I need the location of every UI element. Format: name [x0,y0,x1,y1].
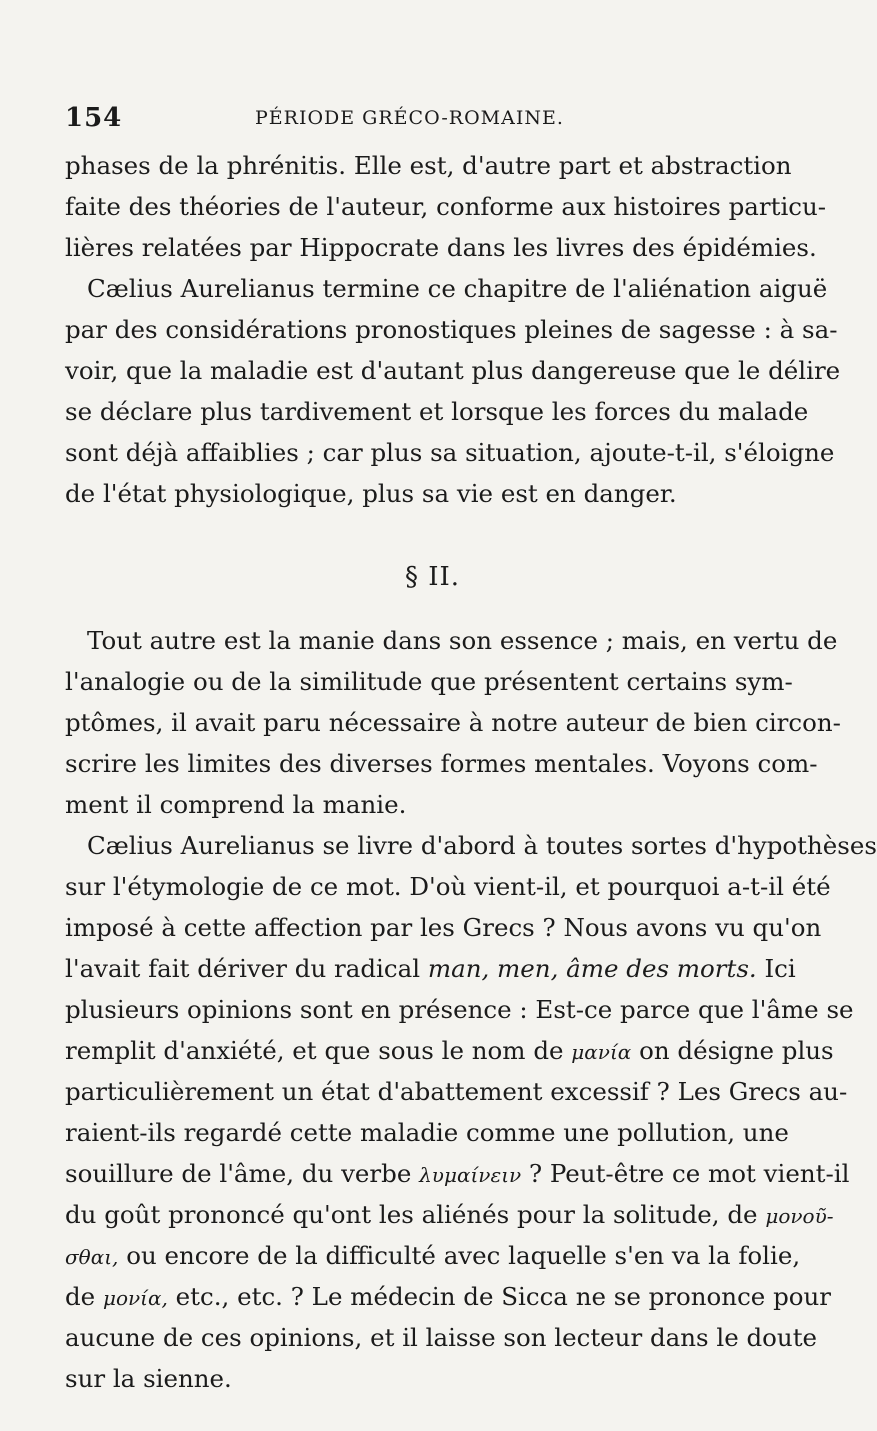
text-line: faite des théories de l'auteur, conforme aux histoires particu- [65,192,827,221]
text-line: sont déjà affaiblies ; car plus sa situation, ajoute-t-il, s'éloigne [65,438,835,467]
text-fragment: souillure de l'âme, du verbe [65,1159,420,1188]
text-line [65,1276,832,1317]
text-fragment: ? Peut-être ce mot vient-il [521,1159,850,1188]
text-fragment: etc., etc. ? Le médecin de Sicca ne se prononce pour [167,1282,832,1311]
greek-word: μανία [571,1040,632,1064]
text-fragment: du goût prononcé qu'ont les aliénés pour la solitude, de [65,1200,766,1229]
running-head: PÉRIODE GRÉCO-ROMAINE. [255,107,564,129]
text-line: particulièrement un état d'abattement excessif ? Les Grecs au- [65,1077,848,1106]
text-line: lières relatées par Hippocrate dans les livres des épidémies. [65,233,817,262]
text-line: scrire les limites des diverses formes mentales. Voyons com- [65,749,818,778]
text-line: par des considérations pronostiques pleines de sagesse : à sa- [65,315,838,344]
text-line: voir, que la maladie est d'autant plus dangereuse que le délire [65,356,841,385]
page-header [65,103,760,139]
greek-word: λυμαίνειν [419,1163,522,1187]
text-line: phases de la phrénitis. Elle est, d'autre part et abstraction [65,151,792,180]
text-line: sur l'étymologie de ce mot. D'où vient-il, et pourquoi a-t-il été [65,872,831,901]
text-line [65,1030,834,1071]
text-line [65,948,796,989]
text-line: se déclare plus tardivement et lorsque les forces du malade [65,397,809,426]
text-line: sur la sienne. [65,1364,232,1393]
paragraph [65,620,841,825]
text-line: ptômes, il avait paru nécessaire à notre auteur de bien circon- [65,708,841,737]
page-number: 154 [65,103,123,133]
text-line [65,1153,850,1194]
text-line: Cælius Aurelianus termine ce chapitre de l'aliénation aiguë [87,274,828,303]
text-line: raient-ils regardé cette maladie comme une pollution, une [65,1118,789,1147]
greek-word: μονοῦ- [765,1204,834,1228]
text-fragment: ou encore de la difficulté avec laquelle s'en va la folie, [118,1241,801,1270]
text-fragment: on désigne plus [631,1036,834,1065]
text-line: plusieurs opinions sont en présence : Est-ce parce que l'âme se [65,995,854,1024]
paragraph [65,268,841,514]
text-line [65,1235,801,1276]
text-fragment: Ici [756,954,796,983]
greek-word: μονία, [102,1286,168,1310]
text-line: de l'état physiologique, plus sa vie est en danger. [65,479,677,508]
text-line: Cælius Aurelianus se livre d'abord à toutes sortes d'hypothèses [87,831,877,860]
text-fragment: l'avait fait dériver du radical [65,954,428,983]
section-heading: § II. [404,562,461,592]
text-fragment: de [65,1282,103,1311]
text-fragment: remplit d'anxiété, et que sous le nom de [65,1036,572,1065]
text-line: aucune de ces opinions, et il laisse son lecteur dans le doute [65,1323,818,1352]
text-line: l'analogie ou de la similitude que présentent certains sym- [65,667,793,696]
text-line: imposé à cette affection par les Grecs ? Nous avons vu qu'on [65,913,822,942]
greek-word: σθαι, [65,1245,119,1269]
paragraph-etymology [65,825,877,1399]
text-line [65,1194,834,1235]
italic-term: man, men, âme des morts. [427,954,757,983]
body-text [65,145,877,1399]
text-line: ment il comprend la manie. [65,790,407,819]
text-line: Tout autre est la manie dans son essence ; mais, en vertu de [87,626,838,655]
paragraph [65,145,827,268]
